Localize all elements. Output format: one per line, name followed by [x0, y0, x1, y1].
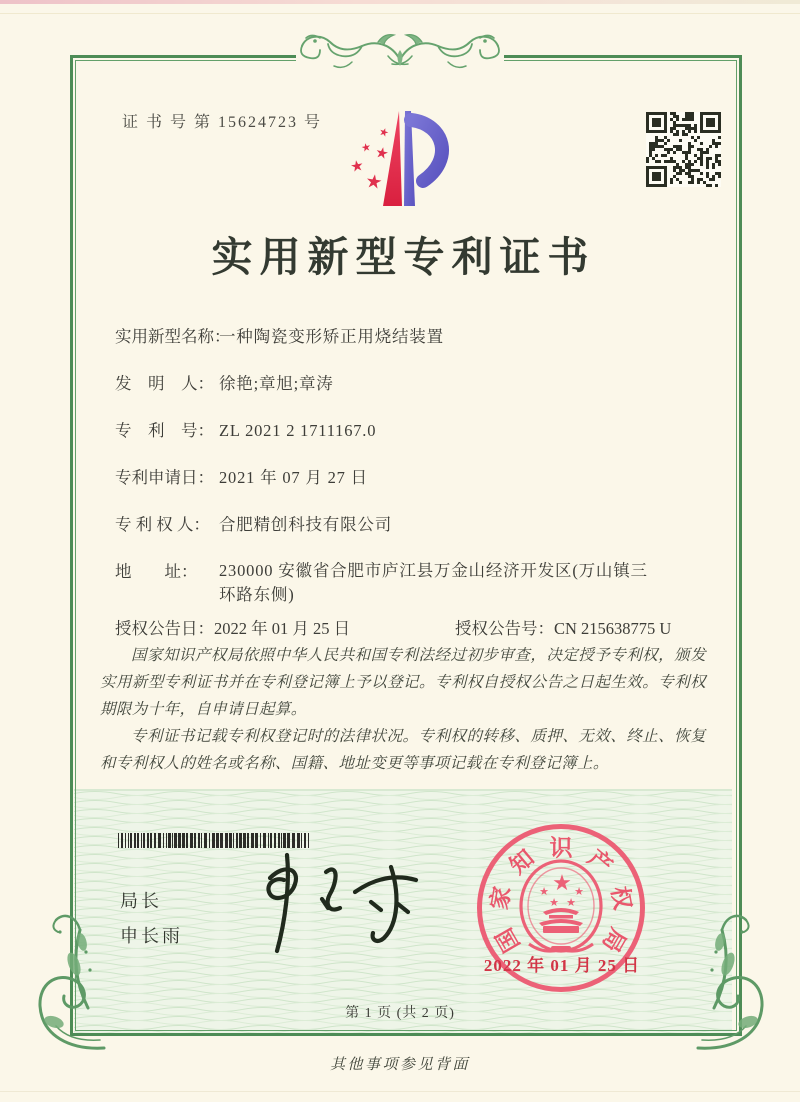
- grant-date-value: 2022 年 01 月 25 日: [214, 619, 351, 638]
- barcode-bar: [163, 833, 164, 848]
- barcode-bar: [168, 833, 171, 848]
- field-label: 发 明 人：: [115, 374, 214, 393]
- barcode-bar: [247, 833, 249, 848]
- svg-text:★: ★: [552, 870, 572, 895]
- barcode-bar: [212, 833, 215, 848]
- barcode-bar: [174, 833, 177, 848]
- svg-text:★: ★: [349, 157, 366, 177]
- barcode-bar: [281, 833, 282, 848]
- barcode-bar: [121, 833, 123, 848]
- legal-paragraph-2: 专利证书记载专利权登记时的法律状况。专利权的转移、质押、无效、终止、恢复和专利权人的姓名或名称、国籍、地址变更等事项记载在专利登记簿上。: [100, 727, 706, 772]
- director-title: 局长: [120, 891, 162, 911]
- barcode-bar: [204, 833, 207, 848]
- barcode-bar: [141, 833, 142, 848]
- barcode-bar: [216, 833, 219, 848]
- svg-text:★: ★: [363, 170, 384, 195]
- scan-top-edge: [0, 0, 800, 4]
- seal-char: 权: [606, 884, 636, 912]
- legal-paragraph-1: 国家知识产权局依照中华人民共和国专利法经过初步审查，决定授予专利权，颁发实用新型专利证书并在专利登记簿上予以登记。专利权自授权公告之日起生效。专利权期限为十年，自申请日起算。: [100, 647, 706, 718]
- barcode-bar: [239, 833, 242, 848]
- certificate-title: 实用新型专利证书: [211, 234, 596, 280]
- barcode-bar: [143, 833, 145, 848]
- field-value: ZL 2021 2 1711167.0: [219, 421, 377, 440]
- field-label: 实用新型名称：: [115, 327, 231, 346]
- field-value: 一种陶瓷变形矫正用烧结装置: [219, 327, 444, 346]
- field-row-address: [115, 559, 715, 607]
- barcode-bar: [194, 833, 196, 848]
- national-emblem-icon: [513, 850, 609, 960]
- svg-text:★: ★: [539, 886, 549, 898]
- svg-text:★: ★: [549, 897, 559, 909]
- barcode-bar: [270, 833, 272, 848]
- grant-number-pair: [455, 616, 671, 642]
- barcode-bar: [260, 833, 261, 848]
- field-row-patentee: [115, 512, 715, 538]
- certificate-number: 证 书 号 第 15624723 号: [122, 114, 323, 131]
- barcode-bar: [233, 833, 234, 848]
- barcode-bar: [301, 833, 302, 848]
- seal-char: 国: [491, 923, 525, 956]
- barcode: [118, 833, 315, 848]
- barcode-bar: [243, 833, 246, 848]
- barcode-bar: [220, 833, 223, 848]
- director-name: 申长雨: [120, 926, 183, 946]
- director-signature: [225, 850, 430, 955]
- barcode-bar: [134, 833, 136, 848]
- field-value: 徐艳;章旭;章涛: [219, 374, 334, 393]
- barcode-bar: [118, 833, 119, 848]
- barcode-bar: [263, 833, 266, 848]
- barcode-bar: [186, 833, 188, 848]
- field-row-grant: [115, 616, 715, 642]
- barcode-bar: [182, 833, 185, 848]
- barcode-bar: [225, 833, 228, 848]
- barcode-bar: [125, 833, 126, 848]
- grant-number-value: CN 215638775 U: [554, 619, 672, 638]
- barcode-bar: [158, 833, 161, 848]
- barcode-bar: [147, 833, 149, 848]
- barcode-bar: [130, 833, 132, 848]
- field-label: 授权公告日：: [115, 619, 214, 638]
- barcode-bar: [292, 833, 295, 848]
- field-label: 专 利 权 人：: [115, 515, 210, 534]
- field-row-name: [115, 324, 715, 350]
- field-value: 2021 年 07 月 27 日: [219, 468, 368, 487]
- scan-bottom-line: [0, 1091, 800, 1092]
- field-row-filing-date: [115, 465, 715, 491]
- barcode-bar: [150, 833, 152, 848]
- page-number: 第 1 页 (共 2 页): [345, 1006, 455, 1021]
- barcode-bar: [178, 833, 181, 848]
- back-note: 其他事项参见背面: [329, 1057, 470, 1073]
- director-block: [120, 884, 183, 954]
- barcode-bar: [137, 833, 139, 848]
- scroll-ornament-icon: [288, 30, 512, 82]
- certificate-fields: [115, 324, 715, 642]
- barcode-bar: [128, 833, 129, 848]
- barcode-bar: [308, 833, 309, 848]
- barcode-bar: [190, 833, 193, 848]
- barcode-bar: [236, 833, 238, 848]
- field-label: 专 利 号：: [115, 421, 214, 440]
- seal-char: 局: [597, 923, 631, 956]
- barcode-bar: [166, 833, 167, 848]
- barcode-bar: [287, 833, 290, 848]
- seal-char: 家: [486, 884, 516, 912]
- svg-text:★: ★: [377, 125, 391, 141]
- barcode-bar: [255, 833, 258, 848]
- field-value: 合肥精创科技有限公司: [219, 515, 392, 534]
- seal-char: 知: [504, 845, 539, 880]
- barcode-bar: [278, 833, 280, 848]
- barcode-bar: [201, 833, 202, 848]
- field-label: 地 址：: [115, 562, 198, 581]
- seal-char: 产: [583, 845, 618, 880]
- barcode-bar: [297, 833, 300, 848]
- field-row-patent-number: [115, 418, 715, 444]
- seal-char: 识: [549, 835, 573, 861]
- barcode-bar: [172, 833, 173, 848]
- scan-top-line: [0, 13, 800, 14]
- barcode-bar: [274, 833, 276, 848]
- field-label: 专利申请日：: [115, 468, 214, 487]
- svg-text:★: ★: [360, 141, 373, 155]
- barcode-bar: [154, 833, 156, 848]
- svg-text:★: ★: [373, 144, 391, 164]
- barcode-bar: [229, 833, 232, 848]
- svg-text:★: ★: [574, 886, 584, 898]
- seal-date: 2022 年 01 月 25 日: [483, 956, 641, 975]
- barcode-bar: [283, 833, 286, 848]
- field-label: 授权公告号：: [455, 619, 554, 638]
- barcode-bar: [268, 833, 269, 848]
- cnipa-logo-icon: [347, 108, 462, 214]
- svg-text:★: ★: [566, 897, 576, 909]
- qr-code: [646, 112, 721, 187]
- field-row-inventors: [115, 371, 715, 397]
- legal-text: [100, 643, 706, 778]
- barcode-bar: [251, 833, 254, 848]
- barcode-bar: [198, 833, 200, 848]
- qr-module: [718, 184, 721, 187]
- barcode-bar: [304, 833, 306, 848]
- barcode-bar: [209, 833, 210, 848]
- field-value: 230000 安徽省合肥市庐江县万金山经济开发区(万山镇三环路东侧): [219, 561, 648, 604]
